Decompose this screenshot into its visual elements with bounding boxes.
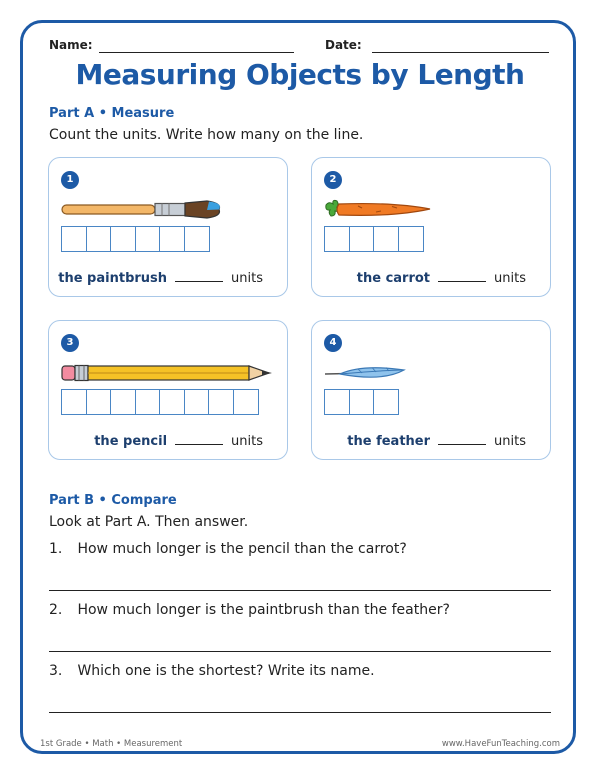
question-number: 1. (49, 541, 63, 557)
measure-card-3 (48, 320, 288, 460)
date-label: Date: (325, 38, 362, 52)
item-number: 1 (61, 171, 79, 189)
footer-website: www.HaveFunTeaching.com (441, 739, 560, 749)
answer-row (94, 434, 263, 449)
object-name: the paintbrush (58, 271, 168, 286)
question-3 (49, 663, 375, 679)
object-name: the pencil (94, 434, 168, 449)
units-label: units (494, 271, 526, 286)
object-name: the carrot (356, 271, 431, 286)
object-name: the feather (347, 434, 431, 449)
item-number: 2 (324, 171, 342, 189)
unit-boxes (61, 226, 208, 252)
answer-row (58, 271, 263, 286)
measure-card-1 (48, 157, 288, 297)
question-text: Which one is the shortest? Write its name. (77, 663, 375, 679)
unit-boxes (324, 226, 422, 252)
pencil-icon (61, 361, 275, 389)
page-title: Measuring Objects by Length (75, 58, 525, 91)
question-number: 3. (49, 663, 63, 679)
question-text: How much longer is the paintbrush than the feather? (77, 602, 450, 618)
answer-line-1[interactable] (49, 590, 551, 591)
answer-row (347, 434, 526, 449)
units-label: units (231, 271, 263, 286)
footer-grade-subject: 1st Grade • Math • Measurement (40, 739, 183, 749)
units-label: units (231, 434, 263, 449)
question-1 (49, 541, 407, 557)
answer-blank[interactable] (175, 280, 223, 282)
answer-blank[interactable] (175, 443, 223, 445)
feather-icon (324, 361, 408, 389)
name-label: Name: (49, 38, 93, 52)
part-b-label: Part B • Compare (49, 493, 177, 508)
question-2 (49, 602, 450, 618)
name-field[interactable] (99, 52, 294, 53)
item-number: 3 (61, 334, 79, 352)
measure-card-2 (311, 157, 551, 297)
carrot-icon (324, 198, 434, 226)
answer-line-3[interactable] (49, 712, 551, 713)
answer-blank[interactable] (438, 280, 486, 282)
unit-boxes (61, 389, 257, 415)
measure-card-4 (311, 320, 551, 460)
item-number: 4 (324, 334, 342, 352)
question-text: How much longer is the pencil than the carrot? (77, 541, 407, 557)
units-label: units (494, 434, 526, 449)
unit-boxes (324, 389, 398, 415)
part-a-instructions: Count the units. Write how many on the line. (49, 127, 364, 143)
paintbrush-icon (61, 198, 223, 226)
answer-blank[interactable] (438, 443, 486, 445)
date-field[interactable] (372, 52, 549, 53)
part-a-label: Part A • Measure (49, 106, 175, 121)
question-number: 2. (49, 602, 63, 618)
part-b-instructions: Look at Part A. Then answer. (49, 514, 249, 530)
answer-line-2[interactable] (49, 651, 551, 652)
answer-row (357, 271, 526, 286)
